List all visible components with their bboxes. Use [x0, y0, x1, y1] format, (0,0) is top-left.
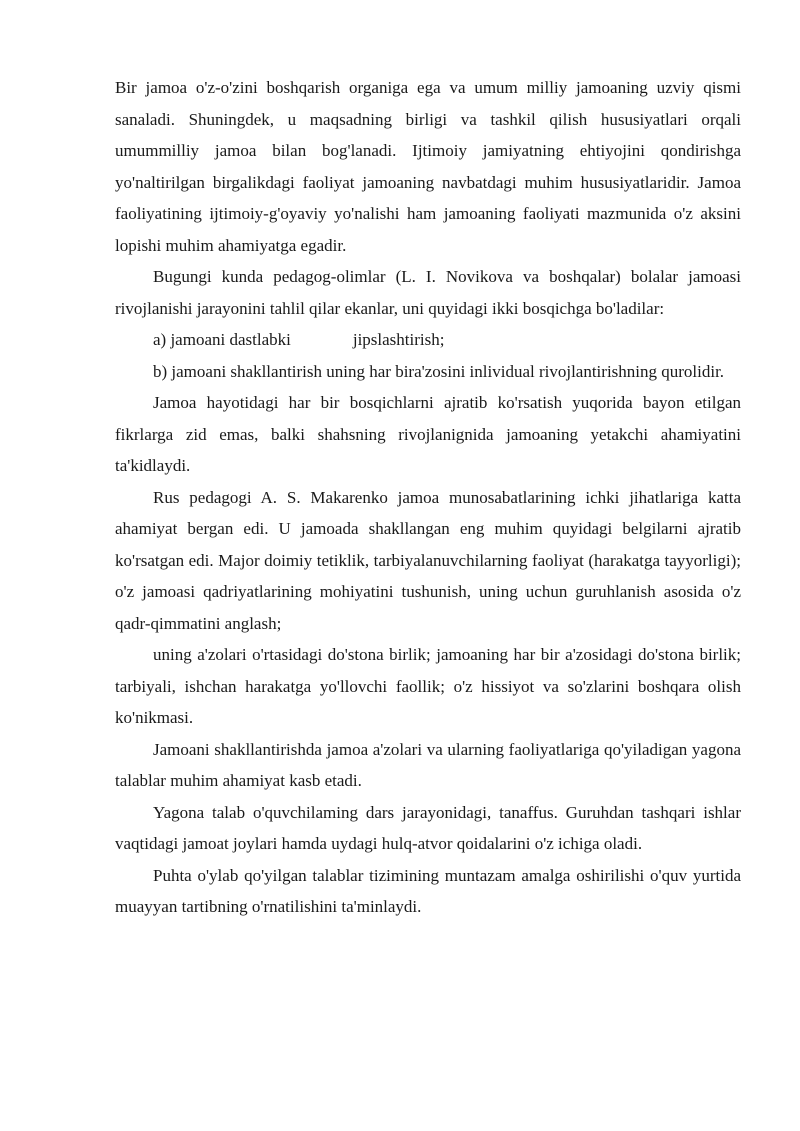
paragraph-collective-self-governance: Bir jamoa o'z-o'zini boshqarish organiga ega va umum milliy jamoaning uzviy qismi sanaladi. Shuningdek, u maqsadning birligi va tashkil qilish hususiyatlari orqali umummilliy jamoa bilan bog'lanadi. Ijtimoiy jamiyatning ehtiyojini qondirishga yo'naltirilgan birgalikdagi faoliyat jamoaning navbatdagi muhim hususiyatlaridir. Jamoa faoliyatining ijtimoiy-g'oyaviy yo'nalishi ham jamoaning faoliyati mazmunida o'z aksini lopishi muhim ahamiyatga egadir.	[115, 78, 741, 255]
list-item-a	[115, 324, 741, 356]
paragraph-makarenko: Rus pedagogi A. S. Makarenko jamoa munosabatlarining ichki jihatlariga katta ahamiyat bergan edi. U jamoada shakllangan eng muhim quyidagi belgilarni ajratib ko'rsatgan edi. Major doimiy tetiklik, tarbiyalanuvchilarning faoliyat (harakatga tayyorligi); o'z jamoasi qadriyatlarining mohiyatini tushunish, uning uchun guruhlanish asosida o'z qadr-qimmatini anglash;	[115, 487, 741, 633]
paragraph-stage-distinction: Jamoa hayotidagi har bir bosqichlarni ajratib ko'rsatish yuqorida bayon etilgan fikrlarga zid emas, balki shahsning rivojlanignida jamoaning yetakchi ahamiyatini ta'kidlaydi.	[115, 393, 741, 475]
paragraph-unified-requirements: Jamoani shakllantirishda jamoa a'zolari va ularning faoliyatlariga qo'yiladigan yagona talablar muhim ahamiyat kasb etadi.	[115, 739, 741, 790]
list-item-b: b) jamoani shakllantirish uning har bira'zosini inlividual rivojlantirishning qurolidir.	[153, 361, 725, 381]
paragraph-requirements-system: Puhta o'ylab qo'yilgan talablar tizimining muntazam amalga oshirilishi o'quv yurtida muayyan tartibning o'rnatilishini ta'minlaydi.	[115, 865, 741, 916]
list-item-a-text-start: a) jamoani dastlabki	[153, 330, 291, 349]
paragraph-member-unity: uning a'zolari o'rtasidagi do'stona birlik; jamoaning har bir a'zosidagi do'stona birlik; tarbiyali, ishchan harakatga yo'llovchi faollik; o'z hissiyot va so'zlarini boshqara olish ko'nikmasi.	[115, 645, 741, 727]
document-page	[115, 72, 741, 923]
list-item-a-text-end: jipslashtirish;	[352, 330, 445, 349]
paragraph-novikova-stages: Bugungi kunda pedagog-olimlar (L. I. Novikova va boshqalar) bolalar jamoasi rivojlanishi jarayonini tahlil qilar ekanlar, uni quyidagi ikki bosqichga bo'ladilar:	[115, 267, 741, 318]
paragraph-unified-demand: Yagona talab o'quvchilaming dars jarayonidagi, tanaffus. Guruhdan tashqari ishlar vaqtidagi jamoat joylari hamda uydagi hulq-atvor qoidalarini o'z ichiga oladi.	[115, 802, 741, 853]
